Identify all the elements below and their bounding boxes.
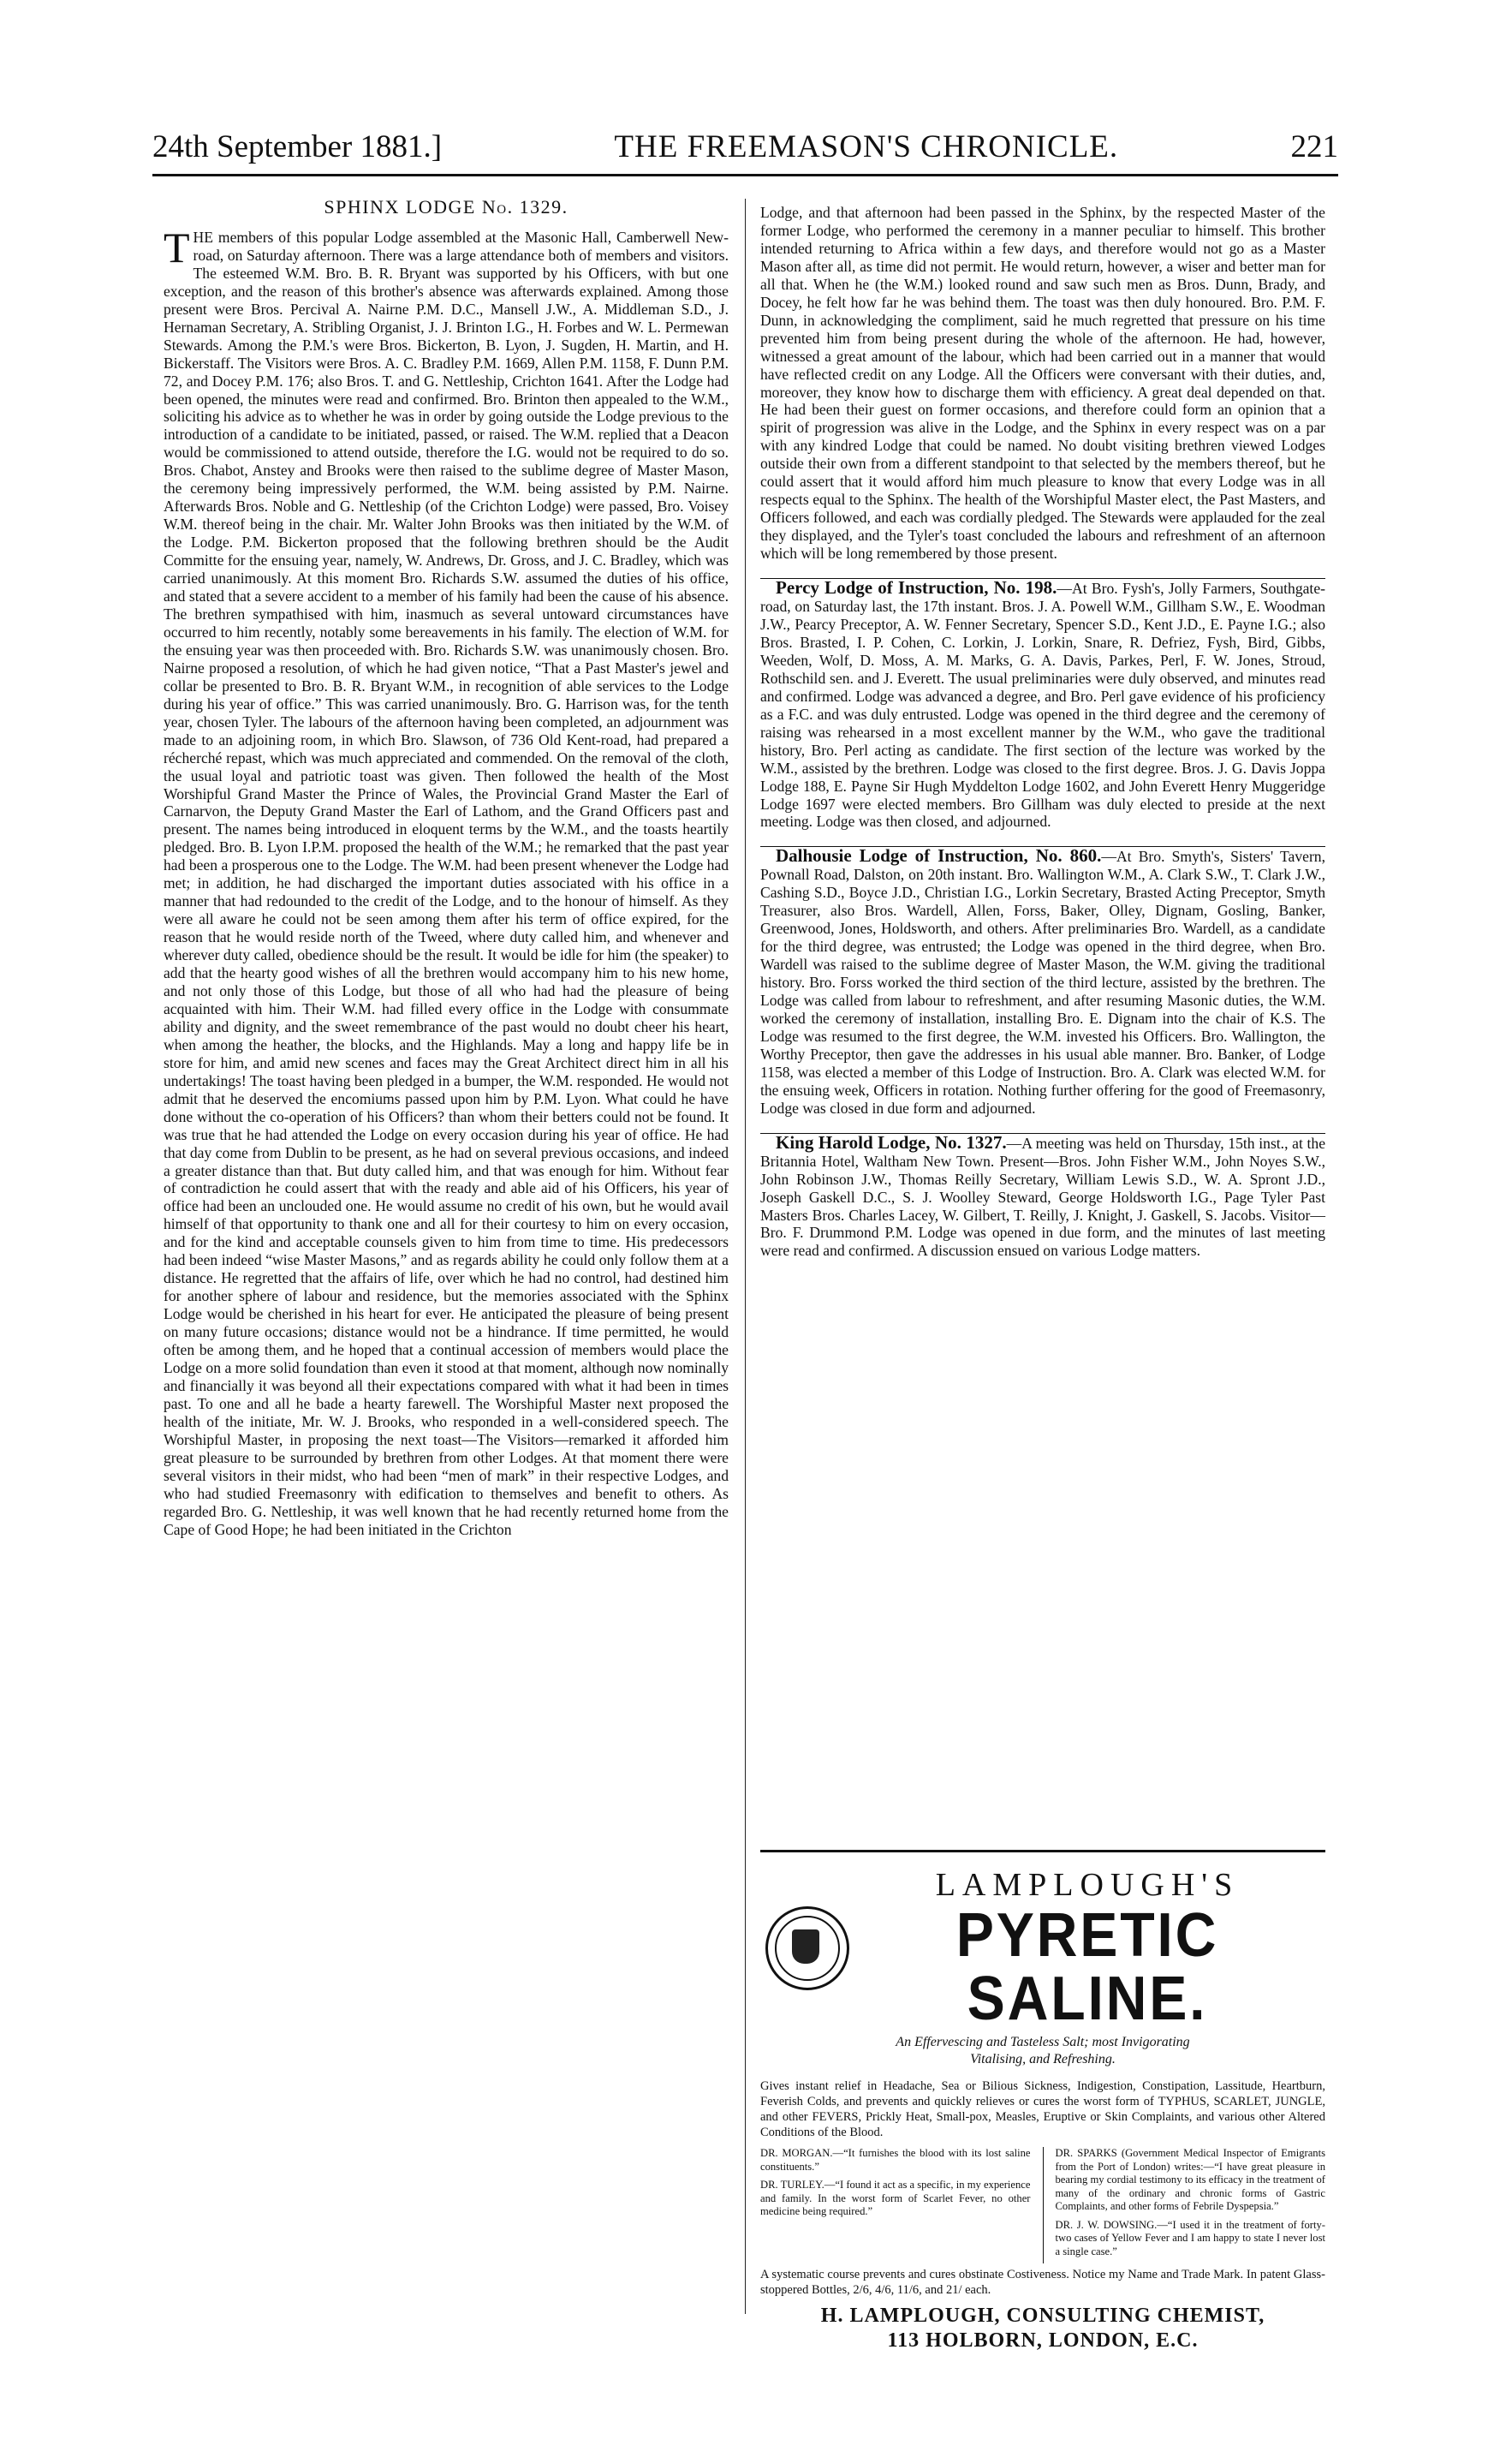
page-number: 221 — [1290, 129, 1338, 164]
article-title-sphinx: SPHINX LODGE No. 1329. — [324, 196, 568, 218]
testimonial: DR. MORGAN.—“It furnishes the blood with its lost saline constituents.” — [760, 2147, 1031, 2173]
left-column — [164, 196, 729, 1539]
advert-titles — [849, 1866, 1325, 2031]
advert-product: PYRETIC SALINE. — [955, 1901, 1219, 2033]
testimonials-left — [760, 2147, 1031, 2263]
advert-tagline-line-1: An Effervescing and Tasteless Salt; most Invigorating — [896, 2035, 1190, 2049]
issue-date: 24th September 1881.] — [152, 129, 443, 164]
testimonial: DR. SPARKS (Government Medical Inspector of Emigrants from the Port of London) writes:—“I have great pleasure in bearing my cordial testimony to its efficacy in the treatment of many of the ordinary and chronic forms of Gastric Complaints, and other forms of Febrile Dyspepsia.” — [1055, 2147, 1325, 2212]
advert-header — [760, 1866, 1325, 2031]
advert-footer: A systematic course prevents and cures obstinate Costiveness. Notice my Name and Trade Mark. In patent Glass-stoppered Bottles, 2/6, 4/6, 11/6, and 21/ each. — [760, 2268, 1325, 2297]
advert-testimonials — [760, 2147, 1325, 2263]
article-body-dalhousie: —At Bro. Smyth's, Sisters' Tavern, Pownall Road, Dalston, on 20th instant. Bro. Wallington W.M., A. Clark S.W., T. Clark J.W., Cashing S.D., Boyce J.D., Christian I.G., Lorkin Secretary, Brasted Acting Preceptor, Smyth Treasurer, also Bros. Wardell, Allen, Forss, Baker, Olley, Dignam, Gosling, Banker, Greenwood, Jones, Holdsworth, and others. After preliminaries Bro. Wardell, as a candidate for the third degree, was entrusted; the Lodge was opened in the third degree, when Bro. Wardell was raised to the sublime degree of Master Mason, the W.M. giving the traditional history. Bro. Forss worked the third section of the third lecture, assisted by the brethren. The Lodge was called from labour to refreshment, and after resuming Masonic duties, the W.M. worked the ceremony of installation, installing Bro. E. Dignam into the chair of K.S. The Lodge was resumed to the first degree, the W.M. invested his Officers. Bro. Wallington, the Worthy Preceptor, then gave the addresses in his usual able manner. Bro. Banker, of Lodge 1158, was elected a member of this Lodge of Instruction. Bro. A. Clark was elected W.M. for the ensuing week, Officers in rotation. Nothing further offering for the good of Freemasonry, Lodge was closed in due form and adjourned. — [760, 848, 1326, 1117]
testimonial-divider — [1043, 2147, 1044, 2263]
advert-address: 113 HOLBORN, LONDON, E.C. — [887, 2329, 1199, 2352]
trademark-seal-icon — [765, 1906, 849, 1990]
article-king-harold — [760, 1131, 1326, 1261]
column-divider — [745, 199, 746, 2314]
sphinx-continuation: Lodge, and that afternoon had been passed in the Sphinx, by the respected Master of the former Lodge, who performed the ceremony in a manner peculiar to himself. This brother intended returning to Africa within a few days, and therefore would not go as a Master Mason after all, as time did not permit. He would return, however, a wiser and better man for all that. When he (the W.M.) looked round and saw such men as Bros. Dunn, Brady, and Docey, he felt how far he was behind them. The toast was then duly honoured. Bro. P.M. F. Dunn, in acknowledging the compliment, said he much regretted that pressure on his time prevented him from being present during the whole of the afternoon. He had, however, witnessed a great amount of the labour, which had been carried out in a manner that would have reflected credit on any Lodge. All the Officers were conversant with their duties, and, moreover, they know how to discharge them with efficiency. A great deal depended on that. He had been their guest on former occasions, and therefore could form an opinion that a spirit of progression was alive in the Lodge, and the Sphinx in every respect was on a par with any kindred Lodge that could be named. No doubt visiting brethren viewed Lodges outside their own from a different standpoint to that selected by the members thereof, but he could assert that it would afford him much pleasure to know that every Lodge was in all respects equal to the Sphinx. The health of the Worshipful Master elect, the Past Masters, and Officers followed, and each was cordially pledged. The Stewards were applauded for the zeal they displayed, and the Tyler's toast concluded the labours and refreshment of an afternoon which will be long remembered by those present. — [760, 204, 1325, 563]
advert-tagline — [760, 2034, 1325, 2068]
article-heading-king-harold: King Harold Lodge, No. 1327. — [776, 1131, 1007, 1153]
masthead — [152, 114, 1338, 165]
article-percy — [760, 579, 1325, 831]
sphinx-paragraph-1: HE members of this popular Lodge assembled at the Masonic Hall, Camberwell New-road, on Saturday afternoon. There was a large attendance both of members and visitors. The esteemed W.M. Bro. B. R. Bryant was supported by his Officers, with but one exception, and the reason of this brother's absence was afterwards explained. Among those present were Bros. Percival A. Nairne P.M. D.C., Mansell J.W., A. Middleman S.D., J. Hernaman Secretary, A. Stribling Organist, J. J. Brinton I.G., H. Forbes and W. L. Permewan Stewards. Among the P.M.'s were Bros. Bickerton, B. Lyon, J. Sugden, H. Martin, and H. Bickerstaff. The Visitors were Bros. A. C. Bradley P.M. 1669, Allen P.M. 1158, F. Dunn P.M. 72, and Docey P.M. 176; also Bros. T. and G. Nettleship, Crichton 1641. After the Lodge had been opened, the minutes were read and confirmed. Bro. Brinton then appealed to the W.M., soliciting his advice as to whether he was in order by going outside the Lodge previous to the introduction of a candidate to be initiated, passed, or raised. The W.M. replied that a Deacon would be commissioned to attend outside, therefore the I.G. would not be required to do so. Bros. Chabot, Anstey and Brooks were then raised to the sublime degree of Master Mason, the ceremony being impressively performed, the W.M. being assisted by P.M. Nairne. Afterwards Bros. Noble and G. Nettleship (of the Crichton Lodge) were passed, Bro. Voisey W.M. thereof being in the chair. Mr. Walter John Brooks was then initiated by the W.M. of the Lodge. P.M. Bickerton proposed that the following brethren should be the Audit Committe for the ensuing year, namely, W. Andrews, Dr. Gross, and J. C. Bradley, which was carried unanimously. At this moment Bro. Richards S.W. assumed the duties of his office, and stated that a severe accident to a member of his family had been the cause of his absence. The brethren sympathised with him, inasmuch as several untoward circumstances have occurred to him recently, notably some bereavements in his family. The election of W.M. for the ensuing year was then proceeded with. Bro. Richards S.W. was unanimously chosen. Bro. Nairne proposed a resolution, of which he had given notice, “That a Past Master's jewel and collar be presented to Bro. B. R. Bryant W.M., in recognition of able services to the Lodge during his year of office.” This was carried unanimously. Bro. G. Harrison was, for the tenth year, chosen Tyler. The labours of the afternoon having been completed, an adjournment was made to an adjoining room, in which Bro. Slawson, of 736 Old Kent-road, had prepared a récherché repast, which was much appreciated and commended. On the removal of the cloth, the usual loyal and patriotic toast was given. Then followed the health of the Most Worshipful Grand Master the Prince of Wales, the Provincial Grand Master the Earl of Carnarvon, the Deputy Grand Master the Earl of Lathom, and the Grand Officers past and present. The names being introduced in eloquent terms by the W.M., and the toasts heartily pledged. Bro. B. Lyon I.P.M. proposed the health of the W.M.; he remarked that the past year had been a prosperous one to the Lodge. The W.M. had been present whenever the Lodge had met; in addition, he had discharged the important duties associated with his office in a manner that had redounded to the credit of the Lodge, and to the honour of himself. As they were all aware he could not be seen among them after his term of office expired, for the reason that he would reside north of the Tweed, where duty called him, and whenever and wherever duty called, obedience should be the result. It would be idle for him (the speaker) to add that the hearty good wishes of all the brethren would accompany him to his new home, and not only those of this Lodge, but those of all who had had the pleasure of being acquainted with him. Their W.M. had filled every office in the Lodge with consummate ability and dignity, and the sweet remembrance of the past would no doubt cheer his heart, when among the heather, the blocks, and the Highlands. May a long and happy life be in store for him, and amid new scenes and faces may the Great Architect direct him in all his undertakings! The toast having been pledged in a bumper, the W.M. responded. He would not admit that he deserved the encomiums passed upon him by P.M. Lyon. What could he have done without the co-operation of his Officers? than whom their betters could not be found. It was true that he had attended the Lodge on every occasion during his year of office. He had that day come from Dublin to be present, as he had on several previous occasions, and indeed a greater distance than that. But duty called him, and that was enough for him. Without fear of contradiction he could assert that with the ready and able aid of his Officers, his year of office had been an unclouded one. He would assume no credit of his own, but he would avail himself of that opportunity to thank one and all for their courtesy to him on every occasion, and for the kind and acceptable counsels given to him from time to time. His predecessors had been indeed “wise Master Masons,” and as regards ability he could only follow them at a distance. He regretted that the affairs of life, over which he had no control, had destined him for another sphere of labour and residence, but the memories associated with the Sphinx Lodge would be cherished in his heart for ever. He anticipated the pleasure of being present on many future occasions; distance would not be a hindrance. If time permitted, he would often be among them, and he hoped that a continual accession of members would place the Lodge on a more solid foundation than even it stood at that moment, although now nominally and financially it was beyond all their expectations compared with what it had been in times past. To one and all he bade a hearty farewell. The Worshipful Master next proposed the health of the initiate, Mr. W. J. Brooks, who responded in a well-considered speech. The Worshipful Master, in proposing the next toast—The Visitors—remarked it afforded him great pleasure to be surrounded by brethren from other Lodges. At that moment there were several visitors in their midst, who had been “men of mark” in their respective Lodges, and who had studied Freemasonry with edification to themselves and benefit to others. As regarded Bro. G. Nettleship, it was well known that he had recently returned home from the Cape of Good Hope; he had been initiated in the Crichton — [164, 228, 729, 1538]
drop-cap: T — [164, 223, 190, 271]
article-dalhousie — [760, 847, 1325, 1117]
article-heading-percy: Percy Lodge of Instruction, No. 198. — [776, 577, 1057, 599]
advert-tagline-line-2: Vitalising, and Refreshing. — [970, 2052, 1116, 2066]
advert-body: Gives instant relief in Headache, Sea or Bilious Sickness, Indigestion, Constipation, Lassitude, Heartburn, Feverish Colds, and prevents and quickly relieves or cures the worst form of TYPHUS, SCARLET, JUNGLE, and other FEVERS, Prickly Heat, Small-pox, Measles, Eruptive or Skin Complaints, and various other Altered Conditions of the Blood. — [760, 2079, 1325, 2139]
testimonials-right — [1056, 2147, 1326, 2263]
article-body-sphinx — [164, 223, 729, 1539]
advert-chemist: H. LAMPLOUGH, CONSULTING CHEMIST, — [820, 2305, 1265, 2327]
advert-rule — [760, 1850, 1325, 1852]
article-body-percy: —At Bro. Fysh's, Jolly Farmers, Southgate-road, on Saturday last, the 17th instant. Bros. J. A. Powell W.M., Gillham S.W., E. Woodman J.W., Pearcy Preceptor, A. W. Fenner Secretary, Spencer S.D., Kent J.D., E. Payne I.G.; also Bros. Brasted, I. P. Cohen, C. Lorkin, J. Lorkin, Snare, R. Defriez, Fysh, Bird, Gibbs, Weeden, Wolf, D. Moss, A. M. Marks, G. A. Davis, Parkes, Perl, F. W. Jones, Stroud, Rothschild sen. and J. Everett. The usual preliminaries were duly observed, and minutes read and confirmed. Lodge was advanced a degree, and Bro. Perl gave evidence of his proficiency as a F.C. and was duly entrusted. Lodge was opened in the third degree and the ceremony of raising was rehearsed in a most excellent manner by the W.M., who gave the traditional history, Bro. Perl acting as candidate. The first section of the lecture was worked by the W.M., assisted by the brethren. Lodge was closed to the first degree. Bros. J. G. Davis Joppa Lodge 188, E. Payne Sir Hugh Myddelton Lodge 1602, and John Everett Henry Muggeridge Lodge 1697 were elected members. Bro Gillham was duly elected to preside at the next meeting. Lodge was then closed, and adjourned. — [760, 580, 1325, 831]
advert-brand: LAMPLOUGH'S — [935, 1867, 1240, 1903]
article-body-king-harold: —A meeting was held on Thursday, 15th inst., at the Britannia Hotel, Waltham New Town. Present—Bros. John Fisher W.M., John Noyes S.W., John Robinson J.W., Thomas Reilly Secretary, William Lewis S.D., W. A. Spront J.D., Joseph Gaskell D.C., S. J. Woolley Steward, George Holdsworth I.G., Page Tyler Past Masters Bros. Charles Lacey, W. Gilbert, T. Reilly, J. Knight, J. Gaskell, S. Jacobs. Visitor—Bro. F. Drummond P.M. Lodge was opened in due form, and the minutes of last meeting were read and confirmed. A discussion ensued on various Lodge matters. — [760, 1134, 1326, 1260]
right-column — [760, 204, 1325, 1260]
article-heading-dalhousie: Dalhousie Lodge of Instruction, No. 860. — [776, 845, 1102, 867]
testimonial: DR. J. W. DOWSING.—“I used it in the treatment of forty-two cases of Yellow Fever and I am happy to state I never lost a single case.” — [1055, 2218, 1325, 2257]
masthead-rule — [152, 174, 1338, 176]
publication-title: THE FREEMASON'S CHRONICLE. — [614, 129, 1119, 164]
advertisement — [760, 1850, 1325, 2353]
testimonial: DR. TURLEY.—“I found it act as a specific, in my experience and family. In the worst form of Scarlet Fever, no other medicine being required.” — [760, 2179, 1031, 2217]
